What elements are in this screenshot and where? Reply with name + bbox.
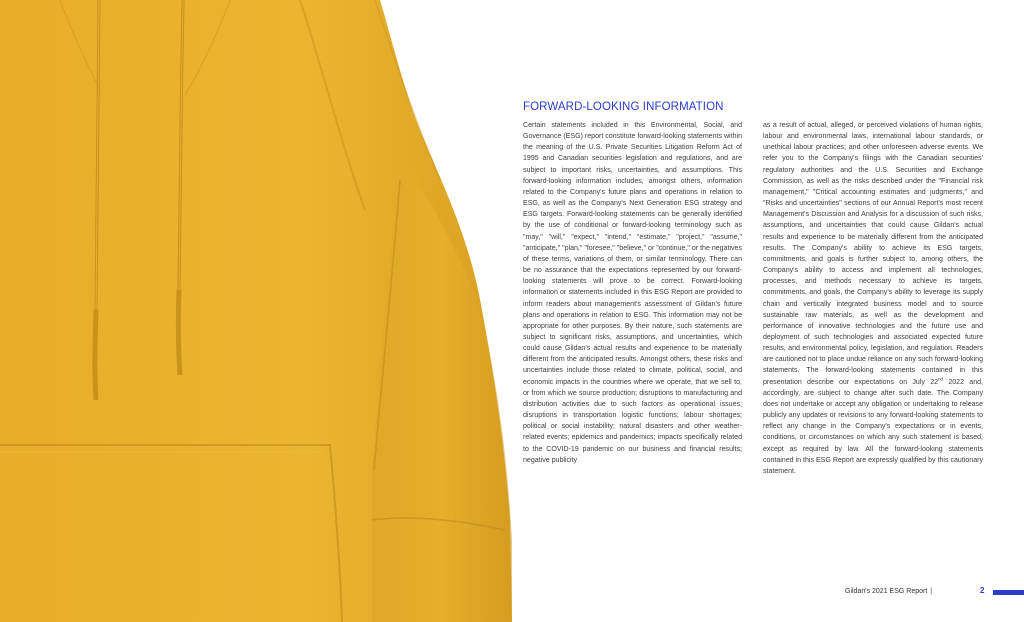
left-drawstring-tip: [95, 310, 96, 400]
page-title: FORWARD-LOOKING INFORMATION: [523, 101, 724, 113]
body-column-left: [523, 120, 742, 466]
body-text-left: Certain statements included in this Environmental, Social, and Governance (ESG) report constitute forward-looking statements within the meaning of the U.S. Private Securities Litigation Reform Act of 1995 and Canadian securities legislation and regulations, and are subject to important risks, uncertainties, and assumptions. This forward-looking information includes, amongst others, information related to the Company's future plans and operations in relation to ESG, as well as the Company's Next Generation ESG strategy and ESG targets. Forward-looking statements can be generally identified by the use of conditional or forward-looking terminology such as "may," "will," "expect," "intend," "estimate," "project," "assume," "anticipate," "plan," "foresee," "believe," or "continue," or the negatives of these terms, variations of them, or similar terminology. There can be no assurance that the expectations represented by our forward-looking statements will prove to be correct. Forward-looking information or statements included in this ESG Report are provided to inform readers about management's assessment of Gildan's future plans and operations in relation to ESG. This information may not be appropriate for other purposes. By their nature, such statements are subject to significant risks, assumptions, and uncertainties, which could cause Gildan's actual results and experience to be materially different from the anticipated results. Amongst others, these risks and uncertainties include those related to climate, political, social, and economic impacts in the countries where we operate, that we sell to, or from which we source production; disruptions to manufacturing and distribution activities due to such factors as operational issues; disruptions in transportation logistic functions; labour shortages; political or social instability; natural disasters and other weather-related events; epidemics and pandemics; impacts specifically related to the COVID-19 pandemic on our business and financial results; negative publicity: [523, 122, 742, 464]
footer-separator: |: [930, 588, 933, 595]
footer-report-name: Gildan's 2021 ESG Report: [845, 588, 928, 595]
body-text-right-b: 2022 and, accordingly, are subject to change after such date. The Company does not undertake or accept any obligation or undertaking to release publicly any updates or revisions to any forward-looking statements to reflect any change in the Company's expectations or in events, conditions, or circumstances on which any such statement is based, except as required by law. All the forward-looking statements contained in this ESG Report are expressly qualified by this cautionary statement.: [763, 378, 983, 475]
body-column-right: [763, 120, 983, 477]
page-number: 2: [980, 586, 985, 595]
date-superscript: nd: [938, 376, 944, 382]
right-drawstring-tip: [178, 290, 180, 375]
page-accent-bar: [993, 590, 1024, 595]
footer: [845, 588, 935, 595]
body-text-right-a: as a result of actual, alleged, or perceived violations of human rights, labour and environmental laws, international labour standards, or unethical labour practices; and other unforeseen adverse events. We refer you to the Company's filings with the Canadian securities' regulatory authorities and the U.S. Securities and Exchange Commission, as well as the risks described under the "Financial risk management," "Critical accounting estimates and judgments," and "Risks and uncertainties" sections of our Annual Report's most recent Management's Discussion and Analysis for a discussion of such risks, assumptions, and uncertainties that could cause Gildan's actual results and experience to be materially different from the anticipated results. The Company's ability to achieve its ESG targets, commitments, and goals is further subject to, among others, the Company's ability to access and implement all technologies, processes, and methods necessary to achieve its targets, commitments, and goals, the Company's ability to leverage its supply chain and vertically integrated business model and to source sustainable raw materials, as well as the development and performance of innovative technologies and the future use and deployment of such technologies and associated expected future results, and environmental policy, legislation, and regulation. Readers are cautioned not to place undue reliance on any such forward-looking statements. The forward-looking statements contained in this presentation describe our expectations on July 22: [763, 122, 983, 386]
